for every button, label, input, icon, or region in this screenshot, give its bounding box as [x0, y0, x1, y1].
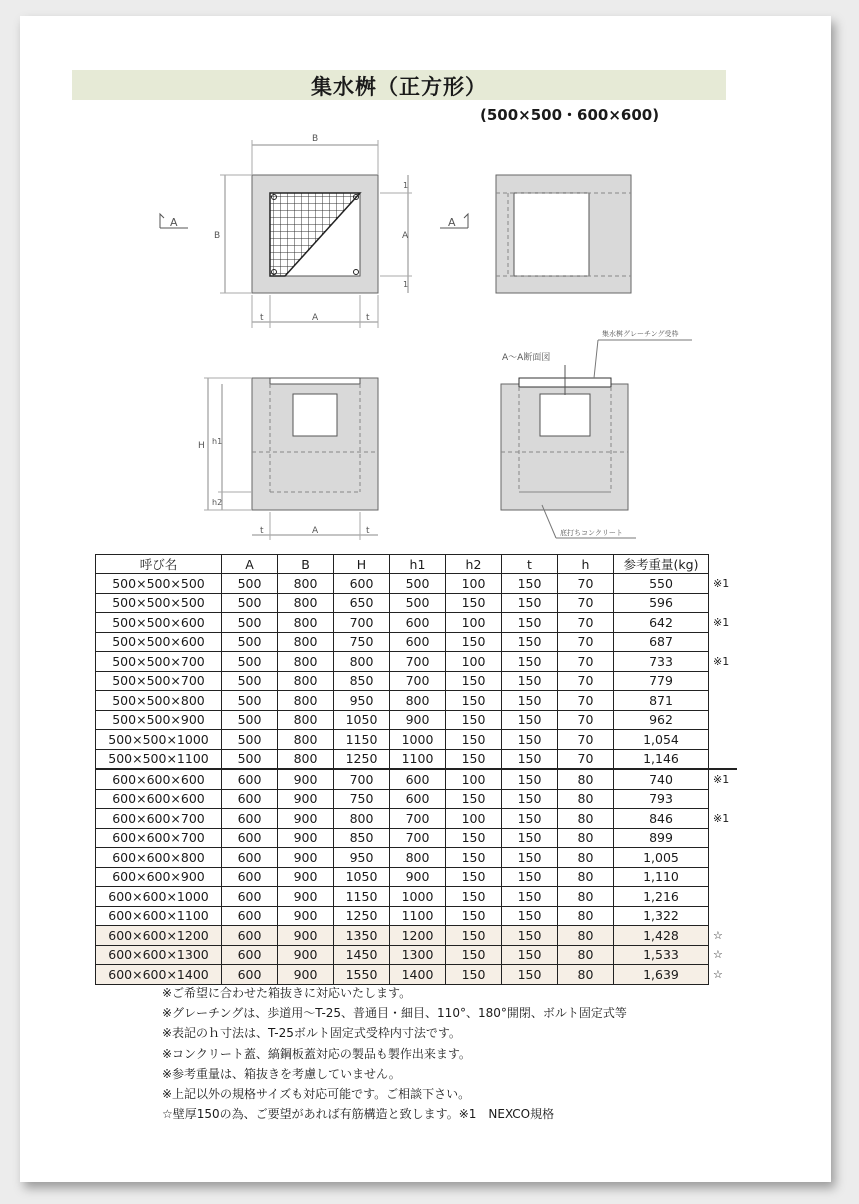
- table-cell-b: 900: [278, 926, 334, 946]
- table-row: [96, 613, 738, 633]
- table-cell-h1: 1300: [390, 945, 446, 965]
- table-cell-t: 150: [502, 691, 558, 711]
- note-line: ※上記以外の規格サイズも対応可能です。ご相談下さい。: [162, 1087, 471, 1102]
- page-title: 集水桝（正方形）: [311, 75, 487, 99]
- table-cell-weight: 550: [614, 574, 709, 594]
- table-cell-name: 600×600×1200: [96, 926, 222, 946]
- table-cell-h1: 700: [390, 671, 446, 691]
- table-cell-t: 150: [502, 593, 558, 613]
- table-cell-h1: 600: [390, 789, 446, 809]
- table-cell-h: 70: [558, 710, 614, 730]
- section-marker-left: A: [170, 216, 178, 229]
- table-cell-name: 500×500×1000: [96, 730, 222, 750]
- table-cell-weight: 733: [614, 652, 709, 672]
- table-cell-a: 500: [222, 730, 278, 750]
- table-cell-t: 150: [502, 848, 558, 868]
- table-cell-h: 80: [558, 945, 614, 965]
- table-cell-a: 600: [222, 828, 278, 848]
- grating-frame-note: 集水桝グレーチング受枠: [602, 330, 679, 338]
- table-cell-a: 500: [222, 691, 278, 711]
- dim-label-a2: A: [312, 526, 319, 536]
- note-line: ☆壁厚150の為、ご要望があれば有筋構造と致します。※1 NEXCO規格: [162, 1107, 555, 1122]
- note-line: ※表記のｈ寸法は、T-25ボルト固定式受枠内寸法です。: [162, 1026, 461, 1041]
- col-header-b: B: [278, 555, 334, 574]
- table-cell-h2: 100: [446, 809, 502, 829]
- table-cell-h2: 150: [446, 867, 502, 887]
- table-cell-h1: 600: [390, 613, 446, 633]
- table-row: [96, 848, 738, 868]
- table-cell-b: 800: [278, 652, 334, 672]
- table-cell-mark: ※1: [709, 652, 738, 672]
- table-row: [96, 671, 738, 691]
- table-cell-h2: 150: [446, 965, 502, 985]
- table-cell-name: 500×500×600: [96, 613, 222, 633]
- table-cell-name: 600×600×1300: [96, 945, 222, 965]
- table-cell-mark: [709, 632, 738, 652]
- table-cell-a: 500: [222, 671, 278, 691]
- table-cell-weight: 1,533: [614, 945, 709, 965]
- table-cell-h: 80: [558, 926, 614, 946]
- table-cell-b: 800: [278, 613, 334, 633]
- table-cell-b: 800: [278, 574, 334, 594]
- table-cell-h: 70: [558, 652, 614, 672]
- table-cell-mark: [709, 671, 738, 691]
- table-cell-h: 850: [334, 671, 390, 691]
- table-row: [96, 965, 738, 985]
- table-cell-a: 600: [222, 945, 278, 965]
- table-cell-weight: 1,146: [614, 749, 709, 769]
- table-cell-name: 600×600×600: [96, 769, 222, 789]
- table-cell-h: 1250: [334, 749, 390, 769]
- table-cell-h2: 150: [446, 730, 502, 750]
- table-cell-b: 800: [278, 632, 334, 652]
- table-cell-t: 150: [502, 730, 558, 750]
- col-header-name: 呼び名: [96, 555, 222, 574]
- table-cell-b: 900: [278, 867, 334, 887]
- note-line: ※ご希望に合わせた箱抜きに対応いたします。: [162, 986, 412, 1000]
- table-cell-a: 500: [222, 749, 278, 769]
- table-cell-name: 500×500×500: [96, 574, 222, 594]
- dim-label-h: H: [198, 441, 205, 451]
- table-cell-a: 600: [222, 789, 278, 809]
- table-cell-h2: 100: [446, 613, 502, 633]
- table-cell-h: 1150: [334, 730, 390, 750]
- table-cell-weight: 1,054: [614, 730, 709, 750]
- table-cell-t: 150: [502, 887, 558, 907]
- table-cell-b: 800: [278, 730, 334, 750]
- table-cell-h: 80: [558, 789, 614, 809]
- table-cell-b: 800: [278, 691, 334, 711]
- table-cell-mark: ※1: [709, 809, 738, 829]
- table-cell-mark: ☆: [709, 965, 738, 985]
- table-cell-h: 950: [334, 848, 390, 868]
- table-cell-name: 600×600×1000: [96, 887, 222, 907]
- table-cell-h: 70: [558, 632, 614, 652]
- dim-label-t: t: [260, 313, 264, 323]
- table-cell-h: 80: [558, 906, 614, 926]
- table-cell-t: 150: [502, 965, 558, 985]
- table-cell-h: 800: [334, 809, 390, 829]
- table-row: [96, 710, 738, 730]
- dim-label-a: A: [312, 313, 319, 323]
- table-cell-weight: 1,639: [614, 965, 709, 985]
- dim-label-1: 1: [403, 181, 409, 190]
- table-cell-b: 900: [278, 906, 334, 926]
- table-cell-h1: 1000: [390, 730, 446, 750]
- front-elevation: [198, 378, 378, 540]
- table-row: [96, 887, 738, 907]
- table-cell-h2: 150: [446, 828, 502, 848]
- plan-view: [160, 134, 468, 328]
- table-row: [96, 769, 738, 789]
- table-cell-h2: 100: [446, 769, 502, 789]
- dim-label-h2: h2: [212, 498, 223, 507]
- col-header-h: h: [558, 555, 614, 574]
- table-cell-mark: ※1: [709, 574, 738, 594]
- table-cell-mark: [709, 906, 738, 926]
- table-cell-b: 900: [278, 769, 334, 789]
- table-cell-name: 600×600×700: [96, 828, 222, 848]
- table-cell-h: 70: [558, 749, 614, 769]
- table-cell-mark: [709, 887, 738, 907]
- table-row: [96, 906, 738, 926]
- table-cell-t: 150: [502, 789, 558, 809]
- table-cell-t: 150: [502, 809, 558, 829]
- table-row: [96, 809, 738, 829]
- dim-label-t2: t: [366, 313, 370, 323]
- table-cell-h1: 600: [390, 769, 446, 789]
- table-cell-h: 950: [334, 691, 390, 711]
- note-line: ※グレーチングは、歩道用～T-25、普通目・細目、110°、180°開閉、ボルト固定式等: [162, 1006, 627, 1021]
- table-cell-mark: [709, 691, 738, 711]
- dim-label-b: B: [312, 134, 319, 144]
- table-cell-t: 150: [502, 671, 558, 691]
- table-cell-a: 600: [222, 926, 278, 946]
- table-cell-weight: 1,005: [614, 848, 709, 868]
- table-cell-a: 600: [222, 809, 278, 829]
- table-cell-weight: 1,110: [614, 867, 709, 887]
- table-cell-name: 500×500×800: [96, 691, 222, 711]
- table-cell-h: 1550: [334, 965, 390, 985]
- table-cell-mark: [709, 710, 738, 730]
- table-cell-h1: 1000: [390, 887, 446, 907]
- section-view: [501, 329, 692, 538]
- table-cell-h: 80: [558, 828, 614, 848]
- table-row: [96, 828, 738, 848]
- table-cell-a: 500: [222, 652, 278, 672]
- table-cell-mark: [709, 789, 738, 809]
- table-cell-mark: [709, 730, 738, 750]
- table-cell-name: 500×500×700: [96, 671, 222, 691]
- table-cell-name: 600×600×800: [96, 848, 222, 868]
- table-cell-b: 900: [278, 887, 334, 907]
- table-cell-t: 150: [502, 926, 558, 946]
- table-cell-h1: 1100: [390, 749, 446, 769]
- table-cell-name: 600×600×1400: [96, 965, 222, 985]
- table-cell-mark: ☆: [709, 945, 738, 965]
- table-cell-h: 1050: [334, 710, 390, 730]
- table-cell-a: 500: [222, 574, 278, 594]
- table-cell-h1: 1100: [390, 906, 446, 926]
- table-cell-h: 650: [334, 593, 390, 613]
- table-row: [96, 691, 738, 711]
- table-cell-h1: 600: [390, 632, 446, 652]
- table-cell-a: 600: [222, 848, 278, 868]
- table-cell-weight: 1,322: [614, 906, 709, 926]
- table-cell-a: 500: [222, 710, 278, 730]
- table-cell-h: 600: [334, 574, 390, 594]
- section-title: A～A断面図: [502, 353, 551, 363]
- table-cell-h1: 700: [390, 809, 446, 829]
- table-cell-b: 900: [278, 848, 334, 868]
- table-cell-a: 500: [222, 613, 278, 633]
- table-cell-h: 70: [558, 730, 614, 750]
- table-cell-a: 600: [222, 906, 278, 926]
- table-cell-h: 1450: [334, 945, 390, 965]
- table-cell-mark: [709, 848, 738, 868]
- table-cell-a: 600: [222, 769, 278, 789]
- table-cell-a: 500: [222, 593, 278, 613]
- table-cell-mark: [709, 593, 738, 613]
- table-cell-t: 150: [502, 828, 558, 848]
- table-cell-b: 800: [278, 749, 334, 769]
- table-cell-a: 600: [222, 867, 278, 887]
- table-cell-h2: 150: [446, 691, 502, 711]
- col-header-h-total: H: [334, 555, 390, 574]
- table-cell-h: 1050: [334, 867, 390, 887]
- table-cell-h1: 900: [390, 867, 446, 887]
- table-cell-h: 1350: [334, 926, 390, 946]
- table-cell-h1: 700: [390, 652, 446, 672]
- table-cell-t: 150: [502, 749, 558, 769]
- table-cell-weight: 642: [614, 613, 709, 633]
- table-cell-h: 750: [334, 632, 390, 652]
- table-cell-weight: 687: [614, 632, 709, 652]
- table-cell-weight: 899: [614, 828, 709, 848]
- table-cell-weight: 740: [614, 769, 709, 789]
- table-cell-h1: 800: [390, 848, 446, 868]
- table-cell-b: 900: [278, 965, 334, 985]
- table-cell-h1: 500: [390, 593, 446, 613]
- table-cell-h2: 150: [446, 593, 502, 613]
- note-line: ※参考重量は、箱抜きを考慮していません。: [162, 1066, 401, 1081]
- table-cell-weight: 779: [614, 671, 709, 691]
- table-cell-h2: 150: [446, 906, 502, 926]
- table-cell-h: 80: [558, 965, 614, 985]
- table-cell-weight: 596: [614, 593, 709, 613]
- section-marker-right: A: [448, 216, 456, 229]
- table-cell-t: 150: [502, 867, 558, 887]
- col-header-h2: h2: [446, 555, 502, 574]
- table-cell-mark: [709, 828, 738, 848]
- table-row: [96, 574, 738, 594]
- side-view-top: [496, 175, 631, 293]
- table-cell-b: 900: [278, 828, 334, 848]
- table-cell-t: 150: [502, 906, 558, 926]
- notes: [162, 983, 627, 1124]
- table-cell-h2: 150: [446, 887, 502, 907]
- table-cell-name: 500×500×1100: [96, 749, 222, 769]
- table-cell-b: 800: [278, 710, 334, 730]
- table-cell-name: 600×600×700: [96, 809, 222, 829]
- table-cell-h: 70: [558, 593, 614, 613]
- table-row: [96, 867, 738, 887]
- table-cell-t: 150: [502, 710, 558, 730]
- table-cell-t: 150: [502, 632, 558, 652]
- table-cell-h: 800: [334, 652, 390, 672]
- table-cell-mark: ☆: [709, 926, 738, 946]
- table-cell-a: 500: [222, 632, 278, 652]
- table-cell-h2: 150: [446, 749, 502, 769]
- table-cell-weight: 846: [614, 809, 709, 829]
- table-cell-mark: [709, 867, 738, 887]
- spec-table: [95, 554, 737, 985]
- table-cell-h: 80: [558, 809, 614, 829]
- table-cell-h: 850: [334, 828, 390, 848]
- table-cell-h: 80: [558, 848, 614, 868]
- table-cell-t: 150: [502, 574, 558, 594]
- table-cell-h2: 150: [446, 848, 502, 868]
- table-cell-b: 900: [278, 945, 334, 965]
- table-cell-name: 600×600×900: [96, 867, 222, 887]
- col-header-h1: h1: [390, 555, 446, 574]
- table-cell-t: 150: [502, 945, 558, 965]
- dim-label-h1: h1: [212, 437, 223, 446]
- table-cell-h2: 150: [446, 710, 502, 730]
- table-cell-h: 700: [334, 769, 390, 789]
- table-cell-b: 800: [278, 671, 334, 691]
- table-cell-h: 700: [334, 613, 390, 633]
- dim-label-1b: 1: [403, 280, 409, 289]
- table-cell-h: 80: [558, 769, 614, 789]
- table-cell-h2: 150: [446, 926, 502, 946]
- note-line: ※コンクリート蓋、縞鋼板蓋対応の製品も製作出来ます。: [162, 1046, 471, 1061]
- table-row: [96, 926, 738, 946]
- table-cell-name: 500×500×700: [96, 652, 222, 672]
- table-cell-weight: 1,428: [614, 926, 709, 946]
- table-cell-h2: 100: [446, 574, 502, 594]
- col-header-a: A: [222, 555, 278, 574]
- table-cell-t: 150: [502, 613, 558, 633]
- table-cell-h: 750: [334, 789, 390, 809]
- dim-label-t3: t: [260, 526, 264, 536]
- table-cell-h: 70: [558, 691, 614, 711]
- table-header-row: [96, 555, 738, 574]
- table-cell-h1: 900: [390, 710, 446, 730]
- dim-label-a-side: A: [402, 231, 409, 241]
- table-cell-h: 70: [558, 574, 614, 594]
- col-header-t: t: [502, 555, 558, 574]
- table-row: [96, 652, 738, 672]
- table-cell-mark: ※1: [709, 769, 738, 789]
- table-cell-h: 80: [558, 867, 614, 887]
- table-cell-h: 80: [558, 887, 614, 907]
- table-cell-h: 1250: [334, 906, 390, 926]
- technical-drawing: [0, 0, 859, 560]
- table-cell-h2: 100: [446, 652, 502, 672]
- table-row: [96, 749, 738, 769]
- table-cell-name: 500×500×900: [96, 710, 222, 730]
- table-cell-h2: 150: [446, 632, 502, 652]
- table-cell-h: 70: [558, 671, 614, 691]
- table-cell-name: 600×600×1100: [96, 906, 222, 926]
- table-cell-name: 500×500×500: [96, 593, 222, 613]
- table-cell-a: 600: [222, 887, 278, 907]
- table-cell-h1: 1400: [390, 965, 446, 985]
- table-cell-mark: ※1: [709, 613, 738, 633]
- table-cell-h: 1150: [334, 887, 390, 907]
- table-cell-t: 150: [502, 652, 558, 672]
- table-cell-name: 500×500×600: [96, 632, 222, 652]
- table-cell-h1: 1200: [390, 926, 446, 946]
- page-subtitle: (500×500・600×600): [480, 106, 660, 124]
- table-row: [96, 789, 738, 809]
- table-cell-weight: 871: [614, 691, 709, 711]
- table-cell-mark: [709, 749, 738, 769]
- table-cell-h: 70: [558, 613, 614, 633]
- table-cell-weight: 1,216: [614, 887, 709, 907]
- table-cell-weight: 962: [614, 710, 709, 730]
- table-cell-a: 600: [222, 965, 278, 985]
- table-cell-h1: 500: [390, 574, 446, 594]
- table-row: [96, 593, 738, 613]
- table-cell-b: 900: [278, 789, 334, 809]
- table-cell-h2: 150: [446, 789, 502, 809]
- table-cell-h2: 150: [446, 671, 502, 691]
- table-cell-b: 800: [278, 593, 334, 613]
- table-cell-t: 150: [502, 769, 558, 789]
- table-cell-name: 600×600×600: [96, 789, 222, 809]
- dim-label-t4: t: [366, 526, 370, 536]
- table-cell-b: 900: [278, 809, 334, 829]
- table-row: [96, 730, 738, 750]
- concrete-note: 底打ちコンクリート: [560, 529, 623, 537]
- table-cell-weight: 793: [614, 789, 709, 809]
- table-row: [96, 945, 738, 965]
- col-header-weight: 参考重量(kg): [614, 555, 709, 574]
- table-cell-h1: 800: [390, 691, 446, 711]
- table-row: [96, 632, 738, 652]
- table-cell-h2: 150: [446, 945, 502, 965]
- table-cell-h1: 700: [390, 828, 446, 848]
- dim-label-b-side: B: [214, 231, 221, 241]
